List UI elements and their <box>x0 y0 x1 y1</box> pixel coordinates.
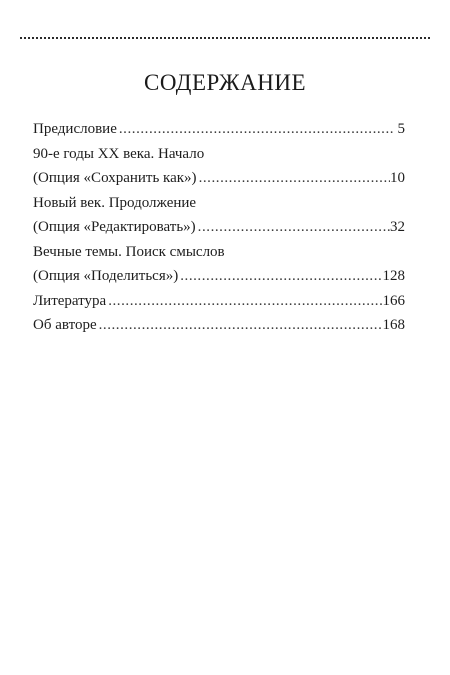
dot-leader <box>106 289 382 314</box>
toc-page-number: 32 <box>390 219 405 235</box>
toc-entry-title: Вечные темы. Поиск смыслов <box>33 243 225 260</box>
toc-entry-title: 90-е годы XX века. Начало <box>33 145 205 162</box>
dot-leader <box>196 215 390 240</box>
dotted-top-rule <box>20 37 430 39</box>
toc-page-number: 10 <box>390 170 405 186</box>
toc-entry-about-author <box>33 313 405 338</box>
toc-page-number: 168 <box>382 317 405 333</box>
toc-entry-eternal-themes-line2 <box>33 264 405 289</box>
toc-entry-new-century-line1 <box>33 191 405 216</box>
toc-page-number: 5 <box>397 121 405 137</box>
toc-entry-subtitle: (Опция «Сохранить как») <box>33 170 197 186</box>
toc-entry-new-century-line2 <box>33 215 405 240</box>
page-title: СОДЕРЖАНИЕ <box>143 70 306 95</box>
toc-entry-nineties-line2 <box>33 166 405 191</box>
toc-entry-title: Об авторе <box>33 317 97 333</box>
table-of-contents <box>33 117 405 338</box>
toc-entry-subtitle: (Опция «Редактировать») <box>33 219 196 235</box>
dot-leader <box>117 117 395 142</box>
toc-entry-preface <box>33 117 405 142</box>
dot-leader <box>97 313 383 338</box>
toc-entry-eternal-themes-line1 <box>33 240 405 265</box>
toc-page-number: 166 <box>382 292 405 309</box>
toc-entry-literature <box>33 289 405 314</box>
toc-entry-title: Предисловие <box>33 121 117 137</box>
toc-entry-nineties-line1 <box>33 142 405 167</box>
toc-page-number: 128 <box>382 268 405 284</box>
toc-entry-subtitle: (Опция «Поделиться») <box>33 268 179 284</box>
toc-entry-title: Литература <box>33 292 107 309</box>
dot-leader <box>178 264 382 289</box>
dot-leader <box>197 166 390 191</box>
toc-entry-title: Новый век. Продолжение <box>33 194 197 211</box>
